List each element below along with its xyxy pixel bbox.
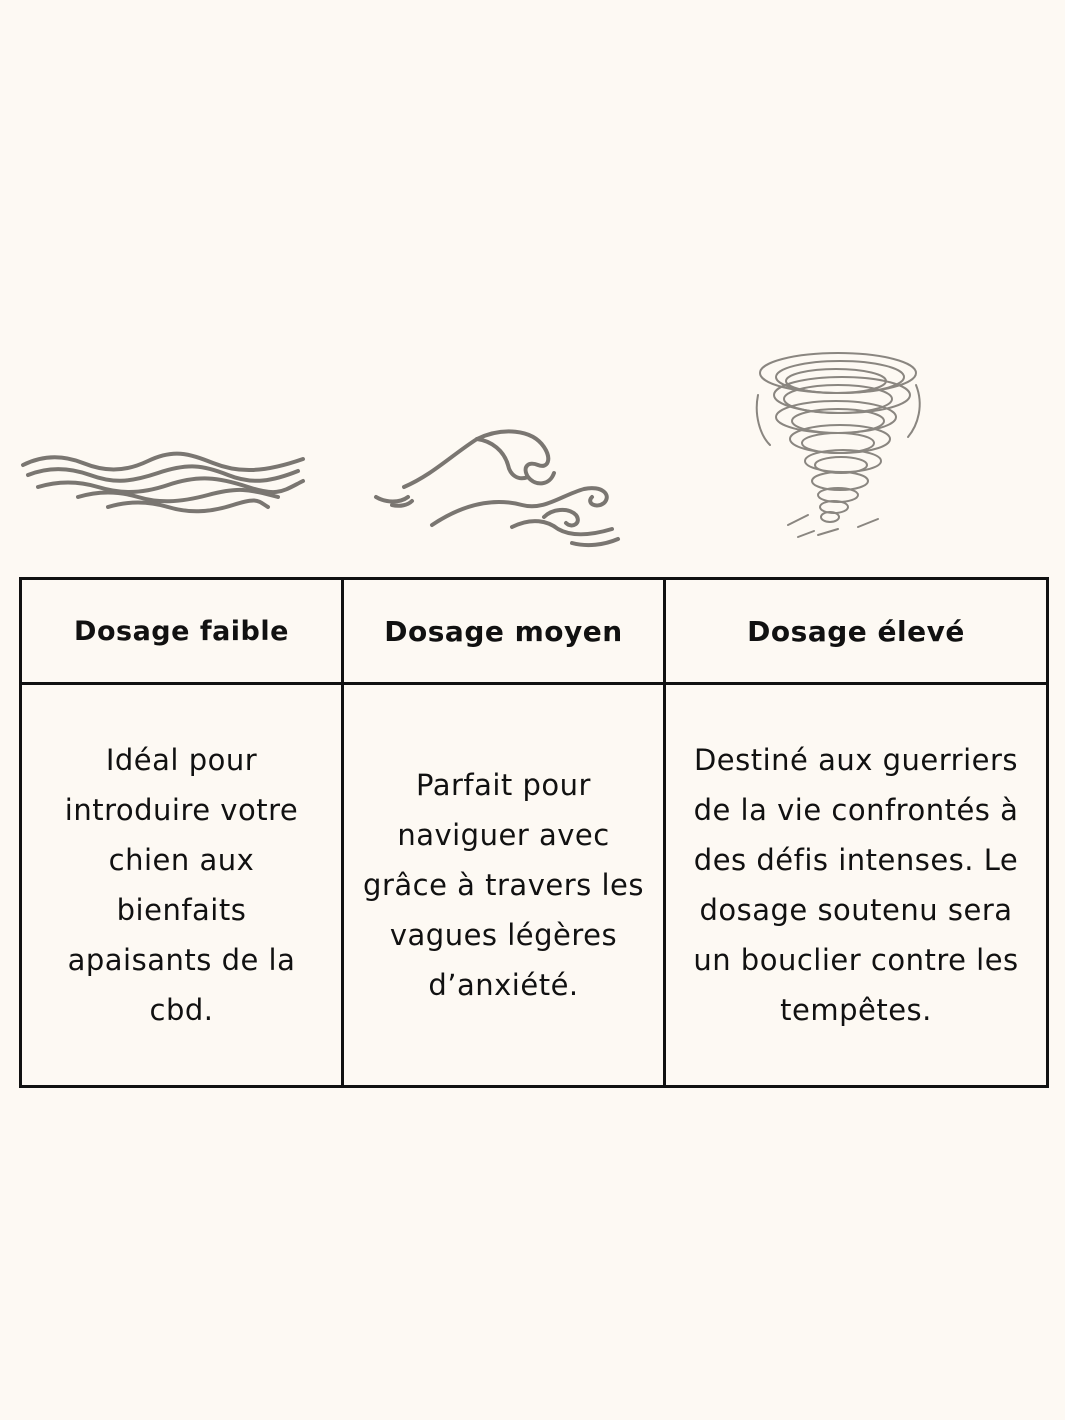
header-dosage-eleve: Dosage élevé bbox=[665, 579, 1048, 684]
calm-waves-icon bbox=[18, 445, 308, 525]
cell-dosage-eleve: Destiné aux guerriers de la vie confrontés à des défis intenses. Le dosage soutenu sera un bouclier contre les tempêtes. bbox=[665, 684, 1048, 1087]
tornado-icon bbox=[748, 345, 928, 545]
table-row bbox=[21, 684, 1048, 1087]
cell-dosage-faible: Idéal pour introduire votre chien aux bienfaits apaisants de la cbd. bbox=[21, 684, 343, 1087]
header-dosage-faible: Dosage faible bbox=[21, 579, 343, 684]
dosage-table bbox=[19, 577, 1049, 1088]
table-header-row bbox=[21, 579, 1048, 684]
header-dosage-moyen: Dosage moyen bbox=[343, 579, 665, 684]
wave-icon bbox=[372, 425, 624, 550]
cell-dosage-moyen: Parfait pour naviguer avec grâce à travers les vagues légères d’anxiété. bbox=[343, 684, 665, 1087]
